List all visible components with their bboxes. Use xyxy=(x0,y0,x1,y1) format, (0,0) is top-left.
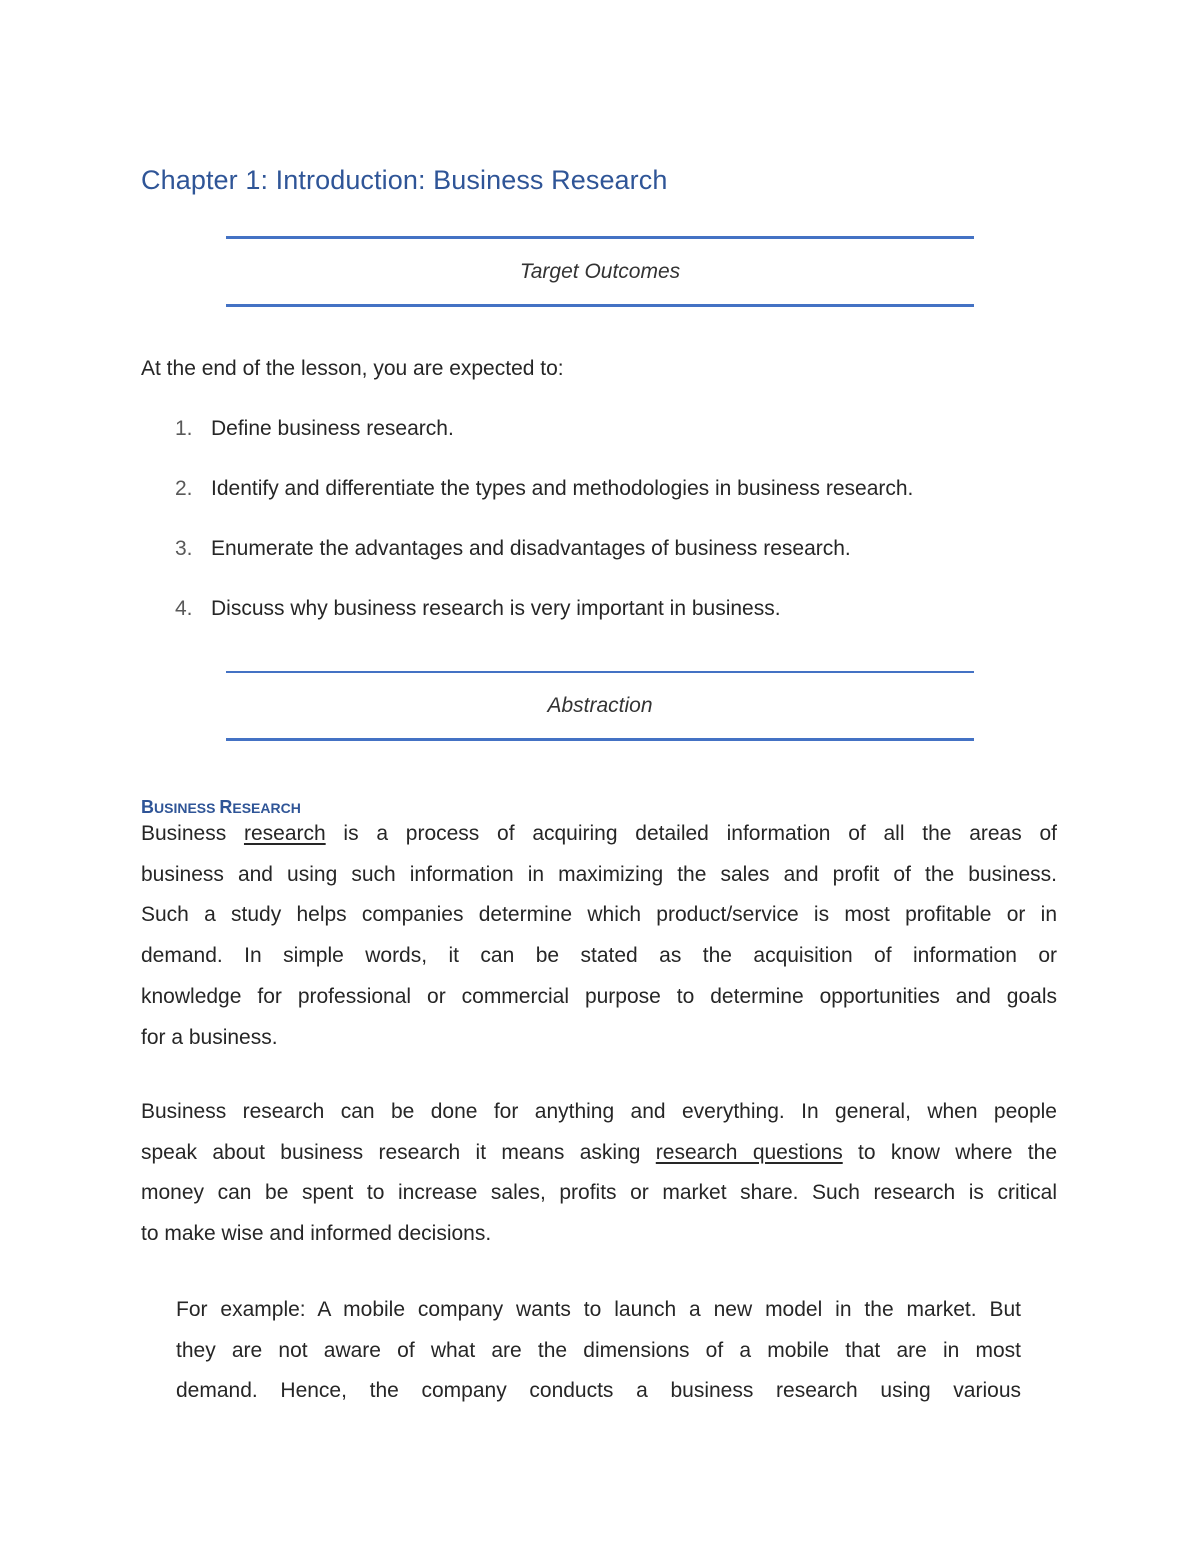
list-text: Identify and differentiate the types and methodologies in business research. xyxy=(211,477,914,500)
objectives-intro: At the end of the lesson, you are expected to: xyxy=(141,357,564,380)
text-line: money can be spent to increase sales, profits or market share. Such research is critical xyxy=(141,1181,1057,1205)
paragraph-definition xyxy=(141,814,1057,1058)
text-line: business and using such information in maximizing the sales and profit of the business. xyxy=(141,862,1057,886)
paragraph-usage xyxy=(141,1092,1057,1255)
text-line: demand. In simple words, it can be stated as the acquisition of information or xyxy=(141,944,1057,968)
list-number: 3. xyxy=(175,537,193,560)
text-line: to make wise and informed decisions. xyxy=(141,1222,492,1246)
text-line: for a business. xyxy=(141,1025,278,1049)
list-text: Enumerate the advantages and disadvantages of business research. xyxy=(211,537,851,560)
list-number: 1. xyxy=(175,417,193,440)
paragraph-example xyxy=(176,1290,1021,1412)
research-link[interactable]: research xyxy=(243,822,326,845)
text-line: demand. Hence, the company conducts a business research using various xyxy=(176,1379,1021,1403)
text-line: For example: A mobile company wants to launch a new model in the market. But xyxy=(176,1298,1021,1321)
list-number: 2. xyxy=(175,477,193,500)
text-line: speak about business research it means asking research questions to know where the xyxy=(141,1140,1057,1164)
research-questions-link[interactable]: research questions xyxy=(655,1140,843,1164)
text-line: Business research is a process of acquiring detailed information of all the areas of xyxy=(141,822,1058,845)
text-line: they are not aware of what are the dimensions of a mobile that are in most xyxy=(176,1338,1021,1362)
text-line: Business research can be done for anything and everything. In general, when people xyxy=(141,1100,1057,1123)
text-line: Such a study helps companies determine which product/service is most profitable or in xyxy=(141,903,1057,927)
divider-bottom xyxy=(226,304,974,307)
list-text: Define business research. xyxy=(211,417,454,440)
abstraction-label: Abstraction xyxy=(547,694,653,717)
list-number: 4. xyxy=(175,597,193,620)
chapter-title: Chapter 1: Introduction: Business Research xyxy=(141,165,668,195)
target-outcomes-label: Target Outcomes xyxy=(519,260,681,283)
divider-bottom xyxy=(226,738,974,741)
divider-top xyxy=(226,671,974,673)
list-text: Discuss why business research is very important in business. xyxy=(211,597,781,620)
section-heading: BUSINESS RESEARCH xyxy=(141,797,301,817)
text-line: knowledge for professional or commercial purpose to determine opportunities and goals xyxy=(141,984,1057,1008)
divider-top xyxy=(226,236,974,239)
